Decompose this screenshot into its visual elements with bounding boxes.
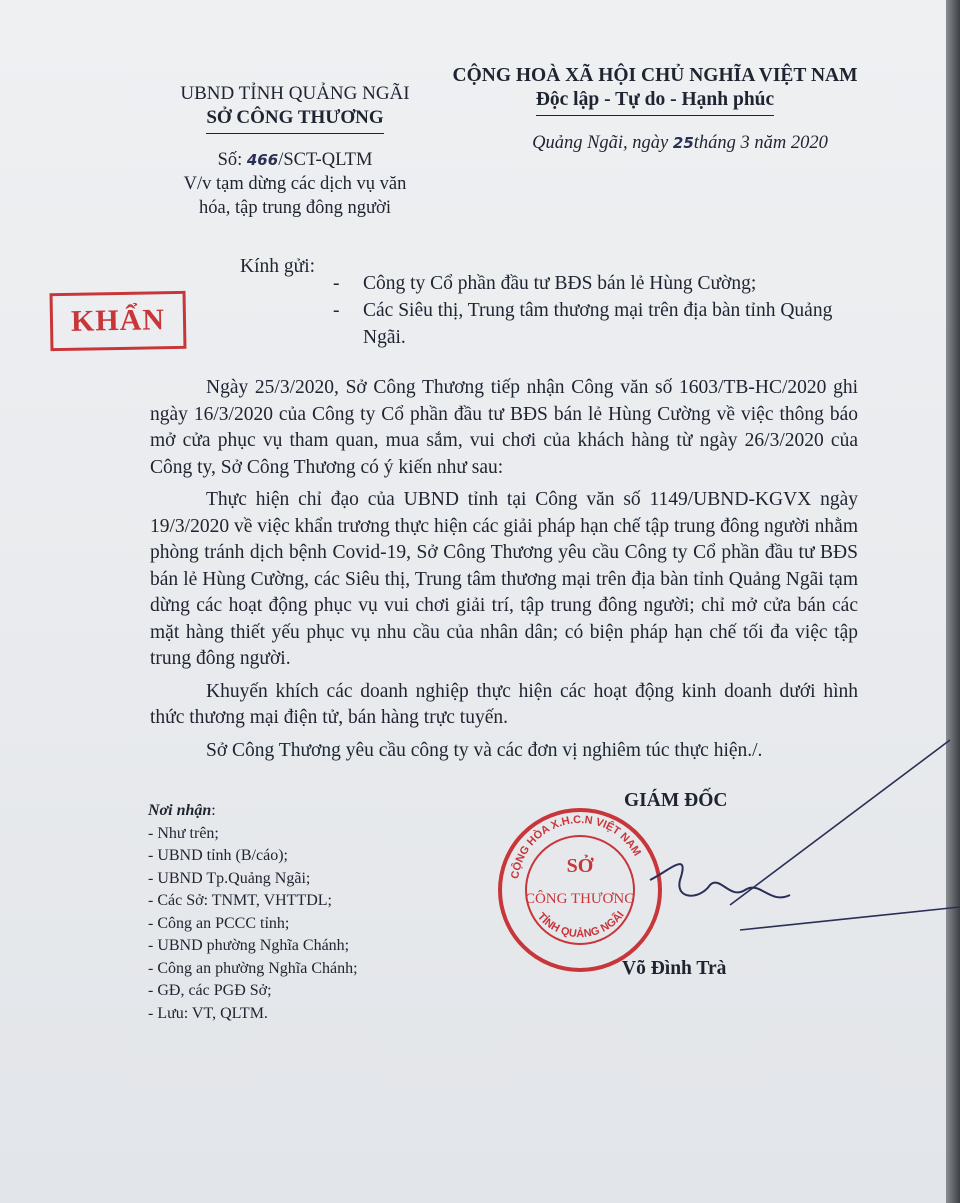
signer-title: GIÁM ĐỐC [624, 790, 728, 811]
recipient-item: - GĐ, các PGĐ Sở; [148, 982, 272, 999]
national-motto: Độc lập - Tự do - Hạnh phúc [536, 88, 774, 116]
recipient-item: - Công an phường Nghĩa Chánh; [148, 959, 358, 977]
addressee-item: - Công ty Cổ phần đầu tư BĐS bán lẻ Hùng Cường; [333, 270, 853, 297]
signer-name: Võ Đình Trà [622, 958, 727, 979]
seal-ring-text: CỘNG HÒA X.H.C.N VIỆT NAM [509, 813, 644, 880]
department-name: SỞ CÔNG THƯƠNG [206, 106, 383, 134]
ref-number: 466 [246, 151, 279, 169]
issuer-header [150, 82, 440, 134]
seal-bottom-text: TỈNH QUẢNG NGÃI [534, 909, 627, 941]
recipient-item: - Các Sở: TNMT, VHTTDL; [148, 892, 332, 909]
ref-prefix: Số: [217, 150, 247, 170]
subject-line-2: hóa, tập trung đông người [199, 198, 391, 218]
addressee-text: Các Siêu thị, Trung tâm thương mại trên địa bàn tỉnh Quảng Ngãi. [363, 300, 833, 348]
document-date [470, 133, 890, 154]
seal-center-1: SỞ [566, 855, 594, 877]
body-paragraph: Khuyến khích các doanh nghiệp thực hiện các hoạt động kinh doanh dưới hình thức thương mại điện tử, bán hàng trực tuyến. [150, 680, 858, 728]
letter-body [150, 375, 858, 770]
recipient-item: - Lưu: VT, QLTM. [148, 1004, 268, 1022]
body-paragraph: Thực hiện chỉ đạo của UBND tỉnh tại Công văn số 1149/UBND-KGVX ngày 19/3/2020 về việc khẩn trương thực hiện các giải pháp hạn chế tập trung đông người nhằm phòng tránh dịch bệnh Covid-19, Sở Công Thương yêu cầu Công ty Cổ phần đầu tư BĐS bán lẻ Hùng Cường, các Siêu thị, Trung tâm thương mại trên địa bàn tỉnh Quảng Ngãi tạm dừng các hoạt động phục vụ vui chơi giải trí, tập trung đông người; chỉ mở cửa bán các mặt hàng thiết yếu phục vụ nhu cầu của nhân dân; có biện pháp hạn chế tối đa việc tập trung đông người. [150, 489, 858, 669]
agency-name: UBND TỈNH QUẢNG NGÃI [180, 83, 410, 104]
body-paragraph: Sở Công Thương yêu cầu công ty và các đơn vị nghiêm túc thực hiện./. [206, 739, 763, 761]
photo-edge [946, 0, 960, 1203]
recipient-item: - Như trên; [148, 824, 219, 842]
addressee-text: Công ty Cổ phần đầu tư BĐS bán lẻ Hùng Cường; [363, 273, 757, 294]
addressee-label: Kính gửi: [240, 256, 316, 277]
recipients-title: Nơi nhận [148, 802, 212, 819]
date-day: 25 [672, 134, 694, 152]
recipients-colon: : [211, 802, 216, 819]
urgent-stamp: KHẨN [50, 291, 187, 351]
recipient-item: - UBND Tp.Quảng Ngãi; [148, 869, 311, 887]
body-paragraph: Ngày 25/3/2020, Sở Công Thương tiếp nhận Công văn số 1603/TB-HC/2020 ghi ngày 16/3/2020 của Công ty Cổ phần đầu tư BĐS bán lẻ Hùng Cường về việc thông báo mở cửa phục vụ tham quan, mua sắm, vui chơi của khách hàng từ ngày 26/3/2020 của Công ty, Sở Công Thương có ý kiến như sau: [150, 377, 858, 478]
nation-title: CỘNG HOÀ XÃ HỘI CHỦ NGHĨA VIỆT NAM [452, 65, 858, 86]
date-suffix: tháng 3 năm 2020 [693, 133, 828, 153]
national-header [420, 64, 890, 116]
recipient-item: - Công an PCCC tỉnh; [148, 914, 290, 932]
handwritten-signature [560, 730, 960, 970]
recipient-item: - UBND phường Nghĩa Chánh; [148, 937, 350, 954]
recipients-list [148, 800, 358, 1025]
subject-line-1: V/v tạm dừng các dịch vụ văn [183, 174, 407, 194]
seal-center-2: CÔNG THƯƠNG [524, 891, 636, 907]
document-reference [150, 148, 440, 220]
addressee-item: - Các Siêu thị, Trung tâm thương mại trên địa bàn tỉnh Quảng Ngãi. [333, 297, 853, 351]
date-prefix: Quảng Ngãi, ngày [532, 133, 673, 153]
ref-suffix: /SCT-QLTM [278, 150, 373, 170]
recipient-item: - UBND tỉnh (B/cáo); [148, 847, 288, 864]
